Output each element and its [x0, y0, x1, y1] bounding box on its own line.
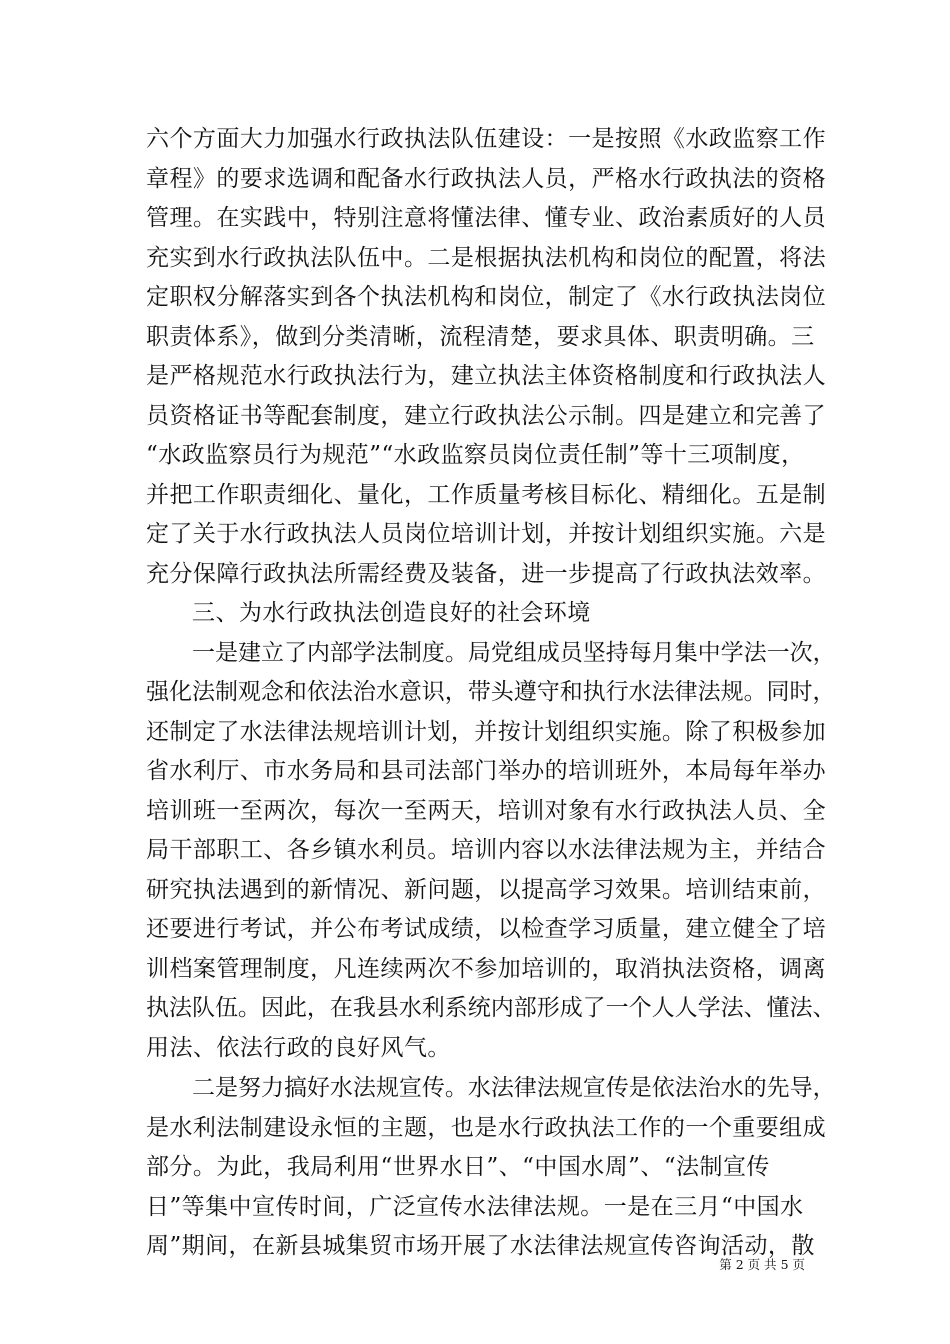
text-line: 培训班一至两次，每次一至两天，培训对象有水行政执法人员、全 — [146, 797, 827, 824]
text-line: 管理。在实践中，特别注意将懂法律、懂专业、政治素质好的人员 — [146, 205, 827, 231]
text-line: 强化法制观念和依法治水意识，带头遵守和执行水法律法规。同时， — [146, 679, 836, 705]
text-line: 还要进行考试，并公布考试成绩，以检查学习质量，建立健全了培 — [146, 916, 827, 942]
document-body — [146, 120, 836, 1267]
text-line: 局干部职工、各乡镇水利员。培训内容以水法律法规为主，并结合 — [146, 837, 827, 863]
page-number: 第 2 页 共 5 页 — [719, 1257, 805, 1272]
text-line: 是严格规范水行政执法行为，建立执法主体资格制度和行政执法人 — [146, 363, 827, 389]
text-line: 员资格证书等配套制度，建立行政执法公示制。四是建立和完善了 — [146, 402, 827, 429]
text-line: 章程》的要求选调和配备水行政执法人员，严格水行政执法的资格 — [146, 165, 827, 192]
text-line: 并把工作职责细化、量化，工作质量考核目标化、精细化。五是制 — [146, 481, 827, 508]
text-line: 训档案管理制度，凡连续两次不参加培训的，取消执法资格，调离 — [146, 955, 827, 982]
text-line: 执法队伍。因此，在我县水利系统内部形成了一个人人学法、懂法、 — [146, 995, 836, 1021]
text-line: “水政监察员行为规范”“水政监察员岗位责任制”等十三项制度， — [146, 442, 805, 468]
section-heading: 三、为水行政执法创造良好的社会环境 — [192, 600, 591, 626]
text-line: 六个方面大力加强水行政执法队伍建设：一是按照《水政监察工作 — [146, 126, 827, 152]
text-line: 周”期间，在新县城集贸市场开展了水法律法规宣传咨询活动，散 — [146, 1233, 815, 1259]
text-line: 日”等集中宣传时间，广泛宣传水法律法规。一是在三月“中国水 — [146, 1193, 804, 1220]
text-line: 省水利厅、市水务局和县司法部门举办的培训班外，本局每年举办 — [146, 758, 827, 784]
text-line: 定职权分解落实到各个执法机构和岗位，制定了《水行政执法岗位 — [146, 284, 827, 310]
text-line: 充分保障行政执法所需经费及装备，进一步提高了行政执法效率。 — [146, 560, 827, 587]
text-line: 还制定了水法律法规培训计划，并按计划组织实施。除了积极参加 — [146, 718, 827, 745]
text-line: 职责体系》，做到分类清晰，流程清楚，要求具体、职责明确。三 — [146, 323, 815, 350]
text-line: 是水利法制建设永恒的主题，也是水行政执法工作的一个重要组成 — [146, 1114, 827, 1141]
text-line: 充实到水行政执法队伍中。二是根据执法机构和岗位的配置，将法 — [146, 244, 827, 271]
text-line: 用法、依法行政的良好风气。 — [146, 1034, 451, 1061]
text-line: 二是努力搞好水法规宣传。水法律法规宣传是依法治水的先导， — [192, 1075, 836, 1101]
text-line: 研究执法遇到的新情况、新问题，以提高学习效果。培训结束前， — [146, 876, 827, 903]
text-line: 一是建立了内部学法制度。局党组成员坚持每月集中学法一次， — [192, 639, 836, 666]
text-line: 部分。为此，我局利用“世界水日”、“中国水周”、“法制宣传 — [146, 1154, 770, 1180]
text-line: 定了关于水行政执法人员岗位培训计划，并按计划组织实施。六是 — [146, 521, 827, 547]
